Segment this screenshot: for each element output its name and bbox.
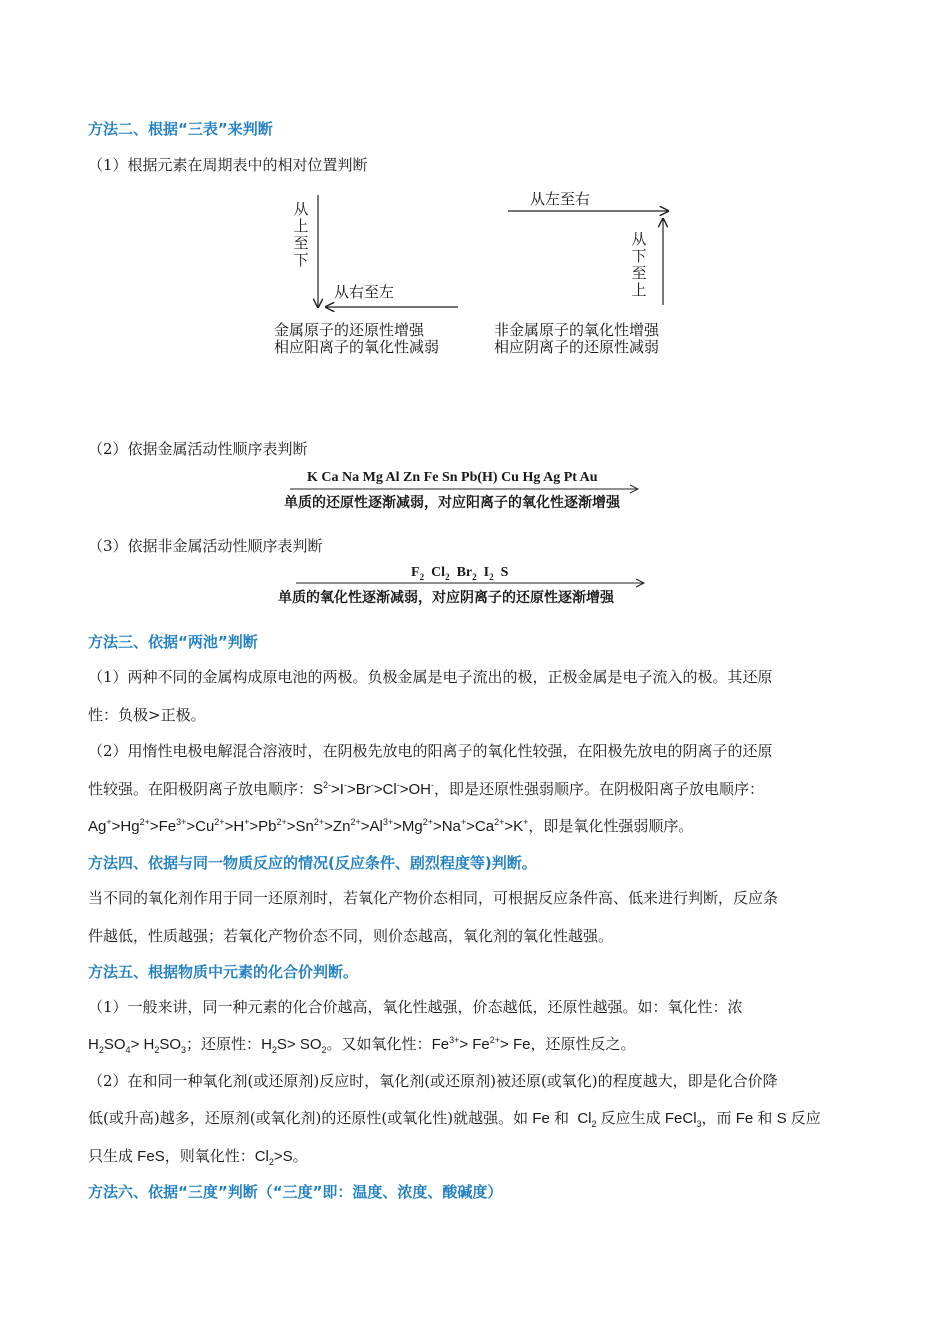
anion-discharge-order: $S^{2-}>I^->Br^->Cl^->OH^-$ <box>313 780 434 798</box>
periodic-trend-figure <box>270 185 690 365</box>
method5-p1-line1: （1）一般来讲，同一种元素的化合价越高，氧化性越强，价态越低，还原性越强。如：氧化性：浓 <box>88 998 743 1016</box>
method3-p2-line3: $Ag^+>Hg^{2+}>Fe^{3+}>Cu^{2+}>H^+>Pb^{2+}>Sn^{2+}>Zn^{2+}>Al^{3+}>Mg^{2+}>Na^+>Ca^{2+}>K^+$，即是氧化性强弱顺序。 <box>88 817 694 835</box>
label-bottom-to-top: 从 下 至 上 <box>631 230 647 299</box>
method5-p2-line2: 低(或升高)越多，还原剂(或氧化剂)的还原性(或氧化性)就越强。如 Fe 和 $Cl_2$ 反应生成 FeCl$_3$，而 Fe 和 S 反应 <box>88 1109 821 1129</box>
label-left-to-right: 从左至右 <box>530 190 591 208</box>
method2-sub2: （2）依据金属活动性顺序表判断 <box>88 440 308 458</box>
method5-heading: 方法五、根据物质中元素的化合价判断。 <box>88 963 359 981</box>
label-right-to-left: 从右至左 <box>334 283 395 301</box>
metal-series-caption: 单质的还原性逐渐减弱，对应阳离子的氧化性逐渐增强 <box>284 495 620 511</box>
method5-p2-line1: （2）在和同一种氧化剂(或还原剂)反应时，氧化剂(或还原剂)被还原(或氧化)的程度越大，即是化合价降 <box>88 1072 778 1090</box>
cation-discharge-order: $Ag^+>Hg^{2+}>Fe^{3+}>Cu^{2+}>H^+>Pb^{2+}>Sn^{2+}>Zn^{2+}>Al^{3+}>Mg^{2+}>Na^+>Ca^{2+}>K^+$ <box>88 817 529 835</box>
method6-heading: 方法六、依据“三度”判断（“三度”即：温度、浓度、酸碱度） <box>88 1183 503 1201</box>
method3-p2-line2: 性较强。在阳极阴离子放电顺序：$S^{2-}>I^->Br^->Cl^->OH^-$，即是还原性强弱顺序。在阴极阳离子放电顺序： <box>88 780 764 798</box>
label-top-to-bottom: 从 上 至 下 <box>293 200 309 269</box>
method4-line2: 件越低，性质越强；若氧化产物价态不同，则价态越高，氧化剂的氧化性越强。 <box>88 927 614 945</box>
method3-heading: 方法三、依据“两池”判断 <box>88 633 258 651</box>
nonmetal-series-caption: 单质的氧化性逐渐减弱，对应阴离子的还原性逐渐增强 <box>278 590 614 606</box>
left-caption-1: 金属原子的还原性增强 <box>274 321 425 339</box>
method5-p2-line3: 只生成 FeS，则氧化性：$Cl_2>S$。 <box>88 1147 308 1167</box>
metal-activity-series: K Ca Na Mg Al Zn Fe Sn Pb(H) Cu Hg Ag Pt Au <box>307 470 598 485</box>
method3-p1-line1: （1）两种不同的金属构成原电池的两极。负极金属是电子流出的极，正极金属是电子流入的极。其还原 <box>88 668 773 686</box>
left-caption-2: 相应阳离子的氧化性减弱 <box>274 338 440 356</box>
method2-heading: 方法二、根据“三表”来判断 <box>88 120 273 138</box>
right-caption-2: 相应阴离子的还原性减弱 <box>494 338 660 356</box>
right-caption-1: 非金属原子的氧化性增强 <box>494 321 660 339</box>
method3-p2-line1: （2）用惰性电极电解混合溶液时，在阴极先放电的阳离子的氧化性较强，在阳极先放电的阴离子的还原 <box>88 742 773 760</box>
method4-line1: 当不同的氧化剂作用于同一还原剂时，若氧化产物价态相同，可根据反应条件高、低来进行判断，反应条 <box>88 889 779 907</box>
method5-p1-line2: $H_2SO_4> H_2SO_3$；还原性：$H_2S> SO_2$。又如氧化性：$Fe^{3+}> Fe^{2+}> Fe$，还原性反之。 <box>88 1035 636 1055</box>
method2-sub1: （1）根据元素在周期表中的相对位置判断 <box>88 156 368 174</box>
method3-p1-line2: 性：负极>正极。 <box>88 706 206 724</box>
method4-heading: 方法四、依据与同一物质反应的情况(反应条件、剧烈程度等)判断。 <box>88 854 537 872</box>
nonmetal-activity-series: $F_2$ $Cl_2$ $Br_2$ $I_2$ S <box>411 565 509 582</box>
method2-sub3: （3）依据非金属活动性顺序表判断 <box>88 537 323 555</box>
